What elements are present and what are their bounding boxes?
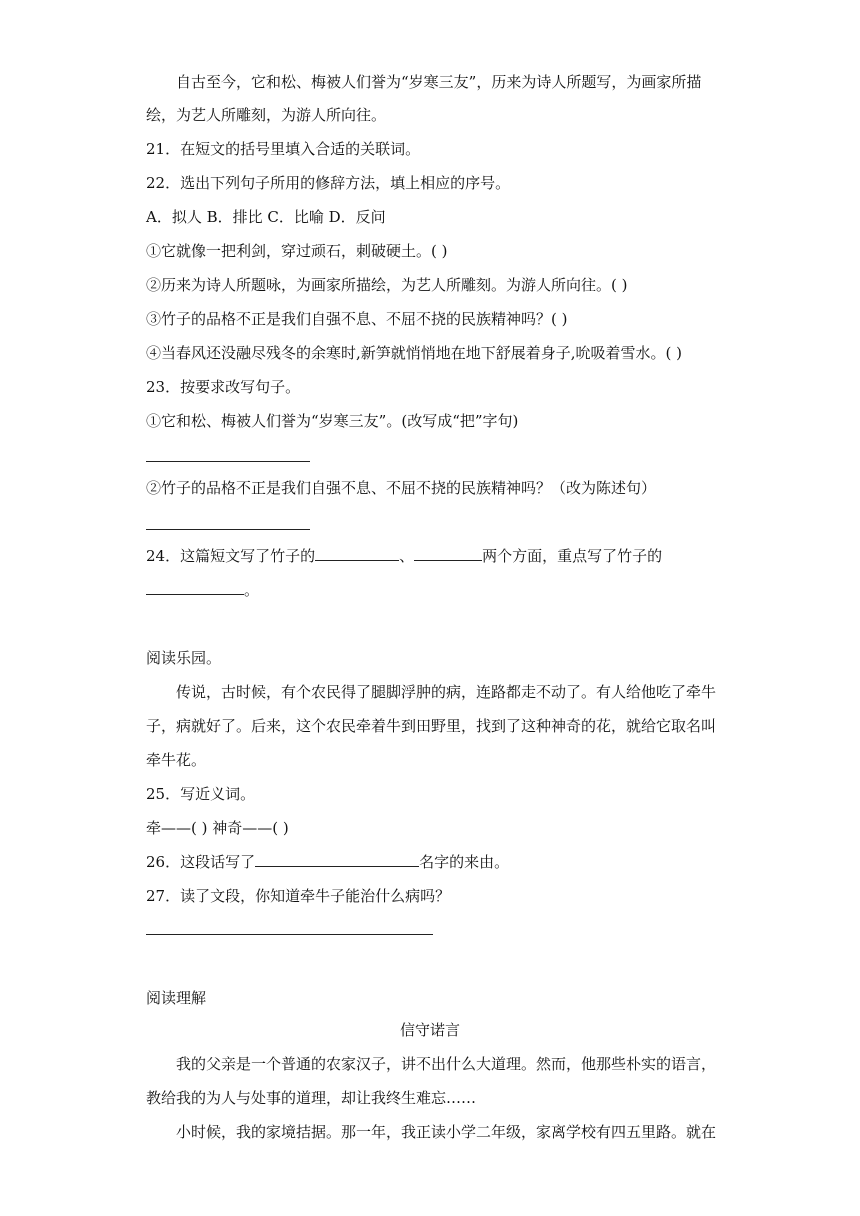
question-25-items: 牵——( ) 神奇——( ) <box>146 819 289 837</box>
question-22-item-2: ②历来为诗人所题咏，为画家所描绘，为艺人所雕刻。为游人所向往。( ) <box>146 276 628 294</box>
question-27: 27．读了文段，你知道牵牛子能治什么病吗？ <box>146 887 451 905</box>
passage-line: 牵牛花。 <box>146 751 207 769</box>
question-23-item-2: ②竹子的品格不正是我们自强不息、不屈不挠的民族精神吗？（改为陈述句） <box>146 479 657 497</box>
question-26-text-a: 26．这段话写了 <box>146 853 256 871</box>
question-26 <box>146 852 509 872</box>
passage-line: 自古至今，它和松、梅被人们誉为“岁寒三友”，历来为诗人所题写，为画家所描 <box>176 73 702 91</box>
question-24-sep: 、 <box>399 547 415 565</box>
question-22-options: A．拟人 B．排比 C．比喻 D．反问 <box>146 208 386 226</box>
passage-line: 教给我的为人与处事的道理，却让我终生难忘…… <box>146 1089 477 1107</box>
section-heading: 阅读乐园。 <box>146 649 222 667</box>
passage-line: 我的父亲是一个普通的农家汉子，讲不出什么大道理。然而，他那些朴实的语言， <box>176 1055 717 1073</box>
answer-line[interactable] <box>146 934 433 935</box>
article-title: 信守诺言 <box>399 1021 460 1039</box>
question-24-text-b: 两个方面，重点写了竹子的 <box>482 547 663 565</box>
question-24-text-a: 24．这篇短文写了竹子的 <box>146 547 316 565</box>
question-24-cont <box>146 580 259 600</box>
passage-line: 子，病就好了。后来，这个农民牵着牛到田野里，找到了这种神奇的花，就给它取名叫 <box>146 717 717 735</box>
question-23: 23．按要求改写句子。 <box>146 378 301 396</box>
answer-blank[interactable] <box>146 580 244 595</box>
question-24-end: 。 <box>244 581 260 599</box>
section-heading: 阅读理解 <box>146 989 207 1007</box>
question-26-text-b: 名字的来由。 <box>419 853 510 871</box>
question-21: 21．在短文的括号里填入合适的关联词。 <box>146 140 421 158</box>
answer-blank[interactable] <box>315 546 399 561</box>
passage-line: 小时候，我的家境拮据。那一年，我正读小学二年级，家离学校有四五里路。就在 <box>176 1123 717 1141</box>
question-24 <box>146 546 662 566</box>
question-22: 22．选出下列句子所用的修辞方法，填上相应的序号。 <box>146 174 511 192</box>
passage-line: 绘，为艺人所雕刻，为游人所向往。 <box>146 106 387 124</box>
question-23-item-1: ①它和松、梅被人们誉为“岁寒三友”。(改写成“把”字句) <box>146 412 519 430</box>
answer-line[interactable] <box>146 461 310 462</box>
question-25: 25．写近义词。 <box>146 785 256 803</box>
question-22-item-4: ④当春风还没融尽残冬的余寒时,新笋就悄悄地在地下舒展着身子,吮吸着雪水。( ) <box>146 344 683 362</box>
passage-line: 传说，古时候，有个农民得了腿脚浮肿的病，连路都走不动了。有人给他吃了牵牛 <box>176 683 717 701</box>
answer-blank[interactable] <box>255 852 419 867</box>
question-22-item-3: ③竹子的品格不正是我们自强不息、不屈不挠的民族精神吗？( ) <box>146 310 568 328</box>
question-22-item-1: ①它就像一把利剑，穿过顽石，刺破硬土。( ) <box>146 242 448 260</box>
answer-line[interactable] <box>146 529 310 530</box>
answer-blank[interactable] <box>414 546 482 561</box>
